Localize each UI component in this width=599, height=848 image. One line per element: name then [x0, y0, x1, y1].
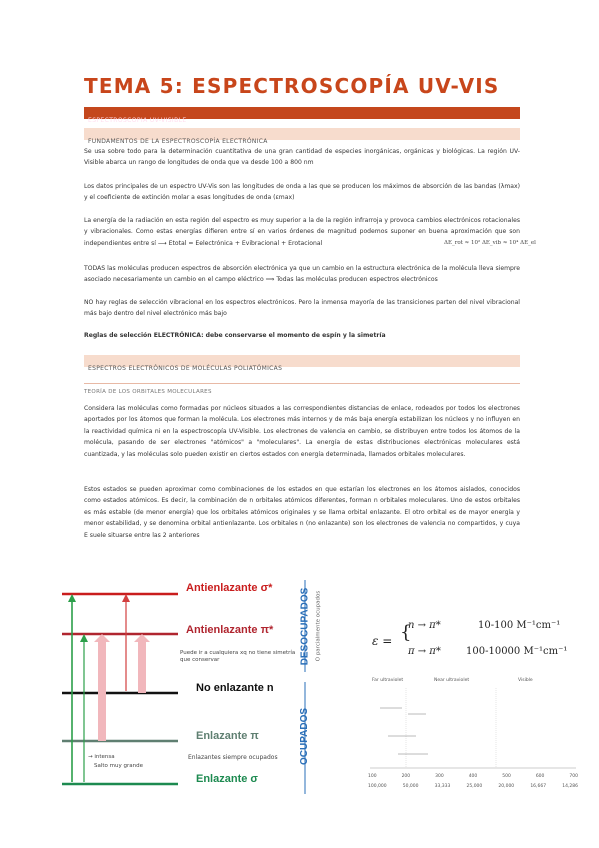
mini-ticks [368, 774, 578, 779]
mini-tick-2: 20,000 [498, 784, 515, 789]
note-big-jump: Salto muy grande [94, 763, 143, 769]
paragraph-intro: Se usa sobre todo para la determinación cuantitativa de una gran cantidad de especies inorgánicas, orgánicas y biológicas. La región UV-Visible abarca un rango de longitudes de onda que va desde 100 a 800 nm [84, 148, 520, 167]
mini-chart-svg [368, 678, 578, 798]
mini-tick: 200 [401, 774, 411, 779]
epsilon-brace: { [400, 622, 412, 643]
mini-spectrum-chart [368, 678, 578, 798]
mini-tick-2: 33,333 [434, 784, 451, 789]
subsection-header [84, 128, 520, 145]
mini-tick-2: 25,000 [466, 784, 483, 789]
section-header [84, 107, 520, 124]
epsilon-row1: n → π* [408, 620, 441, 631]
epsilon-lhs: ε = [372, 634, 393, 648]
subsection-header-text: FUNDAMENTOS DE LA ESPECTROSCOPÍA ELECTRÓNICA [88, 138, 268, 145]
paragraph-all-molecules: TODAS las moléculas producen espectros de absorción electrónica ya que un cambio en la estructura electrónica de la molécula lleva siempre asociado necesariamente un cambio en el campo eléctrico ⟹ Todas las moléculas producen espectros electrónicos [84, 265, 520, 284]
energy-ratio-equation: ΔE_rot ≈ 10² ΔE_vib ≈ 10⁴ ΔE_el [444, 240, 536, 246]
label-bond-pi: Enlazante π [196, 730, 259, 742]
note-intense: → intensa [88, 754, 115, 760]
page-title: TEMA 5: ESPECTROSCOPÍA UV-VIS [84, 74, 500, 98]
subsection-header-2 [84, 355, 520, 372]
section-header-text: ESPECTROSCOPIA UV-VISIBLE [88, 117, 187, 124]
note-nonbond: Puede ir a cualquiera xq no tiene simetría que conservar [180, 650, 296, 663]
arrowhead-green-2 [80, 634, 88, 642]
mini-tick: 700 [569, 774, 578, 779]
mini-label-far: Far ultraviolet [372, 678, 404, 683]
epsilon-row1-value: 10-100 M⁻¹cm⁻¹ [478, 620, 561, 631]
label-antibond-pi: Antienlazante π* [186, 624, 274, 636]
paragraph-vibrational: NO hay reglas de selección vibracional en los espectros electrónicos. Pero la inmensa mayoría de las transiciones parten del nivel vibracional más bajo dentro del nivel electrónico más bajo [84, 299, 520, 318]
mini-label-visible: Visible [518, 678, 533, 683]
paragraph-molecular-orbitals: Considera las moléculas como formadas por núcleos situados a las correspondientes distancias de enlace, rodeados por todos los electrones aportados por los átomos que forman la molécula. Los electrones más internos y de más baja energía estabilizan los núcleos y no influyen en la reactividad química ni en la espectroscopía UV-Visible. Los electrones de valencia en cambio, se distribuyen entre todos los átomos de la molécula, pasando de ser electrones "atómicos" a "moleculares". La energía de estas distribuciones electrónicas moleculares está cuantizada, y las moléculas solo pueden existir en ciertos estados con energía determinada, llamados orbitales moleculares. [84, 405, 520, 458]
mini-tick: 100 [368, 774, 377, 779]
epsilon-block [368, 608, 578, 798]
desocupados-sublabel: O parcialmente ocupados [315, 590, 322, 662]
divider [84, 383, 520, 384]
arrowhead-pink-2 [134, 634, 150, 642]
paragraph-data: Los datos principales de un espectro UV-Vis son las longitudes de onda a las que se producen los máximos de absorción de las bandas (λmax) y el coeficiente de extinción molar a esas longitudes de onda (εmax) [84, 183, 520, 202]
arrow-n-pi-star-body [138, 638, 146, 693]
label-nonbond: No enlazante n [196, 682, 274, 694]
paragraph-energy: La energía de la radiación en esta región del espectro es muy superior a la de la región infrarroja y provoca cambios electrónicos rotacionales y vibracionales. Como estas energías difieren entre sí en varios órdenes de magnitud podemos suponer en buena aproximación que son independientes entre sí ⟶ Etotal = Eelectrónica + Evibracional + Erotacional [84, 217, 520, 247]
desocupados-sub-wrap [312, 582, 324, 670]
epsilon-row2-value: 100-10000 M⁻¹cm⁻¹ [466, 646, 568, 657]
label-bond-sigma: Enlazante σ [196, 773, 258, 785]
mini-tick-2: 16,667 [530, 784, 547, 789]
ocupados-label: OCUPADOS [299, 707, 311, 765]
mini-label-near: Near ultraviolet [434, 678, 470, 683]
paragraph-selection-rules: Reglas de selección ELECTRÓNICA: debe conservarse el momento de espín y la simetría [84, 332, 386, 339]
mini-tick-2: 50,000 [402, 784, 419, 789]
orbital-energy-diagram [58, 574, 348, 802]
theory-heading: TEORÍA DE LOS ORBITALES MOLECULARES [84, 389, 212, 395]
mini-tick-2: 14,286 [562, 784, 578, 789]
mini-ticks-2 [368, 784, 578, 789]
mini-tick: 500 [502, 774, 511, 779]
arrowhead-pink [94, 634, 110, 642]
paragraph-orbital-combination: Estos estados se pueden aproximar como combinaciones de los estados en que estarían los electrones en los átomos aislados, conocidos como estados atómicos. Es decir, la combinación de n orbitales atómicos diferentes, forman n orbitales moleculares. Uno de estos orbitales es más estable (de menor energía) que los orbitales atómicos originales y se llama orbital enlazante. El otro orbital es de mayor energía y menor estabilidad, y se denomina orbital antienlazante. Los orbitales n (no enlazante) son los electrones de valencia no compartidos, y cuya E suele situarse entre las 2 anteriores [84, 486, 520, 539]
subsection-header-2-text: ESPECTROS ELECTRÓNICOS DE MOLÉCULAS POLIATÓMICAS [88, 365, 283, 372]
note-bonding: Enlazantes siempre ocupados [188, 754, 278, 761]
arrow-pi-pi-star-body [98, 638, 106, 741]
mini-tick: 600 [535, 774, 545, 779]
ocupados-wrap [296, 692, 314, 780]
mini-tick: 300 [435, 774, 444, 779]
desocupados-label: DESOCUPADOS [299, 587, 311, 665]
mini-tick: 400 [468, 774, 478, 779]
arrowhead-green [68, 594, 76, 602]
mini-tick-2: 100,000 [368, 784, 387, 789]
arrowhead-red [122, 594, 130, 602]
label-antibond-sigma: Antienlazante σ* [186, 582, 273, 594]
epsilon-row2: π → π* [408, 646, 441, 657]
